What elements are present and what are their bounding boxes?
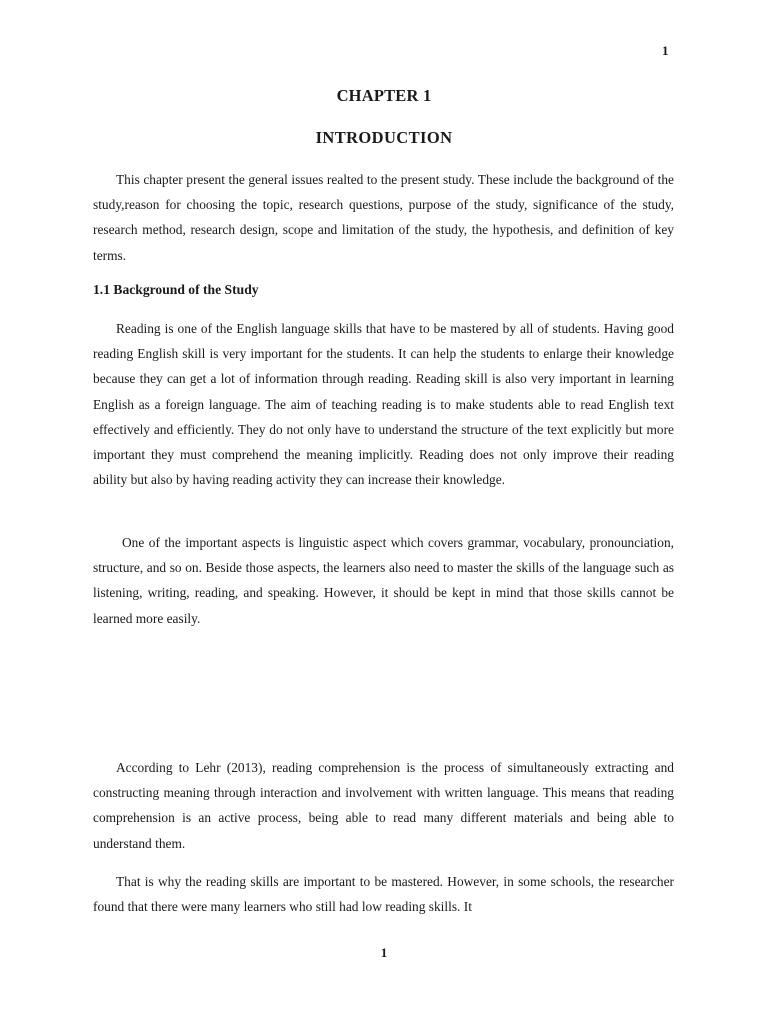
intro-paragraph: This chapter present the general issues realted to the present study. These include the background of the study,reason for choosing the topic, research questions, purpose of the study, significance of the study, research method, research design, scope and limitation of the study, the hypothesis, and definition of key terms. — [93, 172, 674, 263]
section-heading: 1.1 Background of the Study — [93, 282, 259, 297]
background-paragraph-3: According to Lehr (2013), reading comprehension is the process of simultaneously extracting and constructing meaning through interaction and involvement with written language. This means that reading comprehension is an active process, being able to read many different materials and being able to understand them. — [93, 760, 674, 851]
chapter-title: INTRODUCTION — [315, 128, 453, 147]
chapter-heading: CHAPTER 1 — [336, 86, 432, 105]
page-number-bottom: 1 — [380, 945, 388, 960]
background-paragraph-2: One of the important aspects is linguistic aspect which covers grammar, vocabulary, pronounciation, structure, and so on. Beside those aspects, the learners also need to master the skills of the language such as listening, writing, reading, and speaking. However, it should be kept in mind that those skills cannot be learned more easily. — [93, 535, 674, 626]
page-number-top: 1 — [662, 43, 669, 58]
background-paragraph-1: Reading is one of the English language skills that have to be mastered by all of students. Having good reading English skill is very important for the students. It can help the students to enlarge their knowledge because they can get a lot of information through reading. Reading skill is also very important in learning English as a foreign language. The aim of teaching reading is to make students able to read English text effectively and efficiently. They do not only have to understand the structure of the text explicitly but more important they must comprehend the meaning implicitly. Reading does not only improve their reading ability but also by having reading activity they can increase their knowledge. — [93, 321, 674, 488]
background-paragraph-4: That is why the reading skills are important to be mastered. However, in some schools, the researcher found that there were many learners who still had low reading skills. It — [93, 874, 674, 915]
